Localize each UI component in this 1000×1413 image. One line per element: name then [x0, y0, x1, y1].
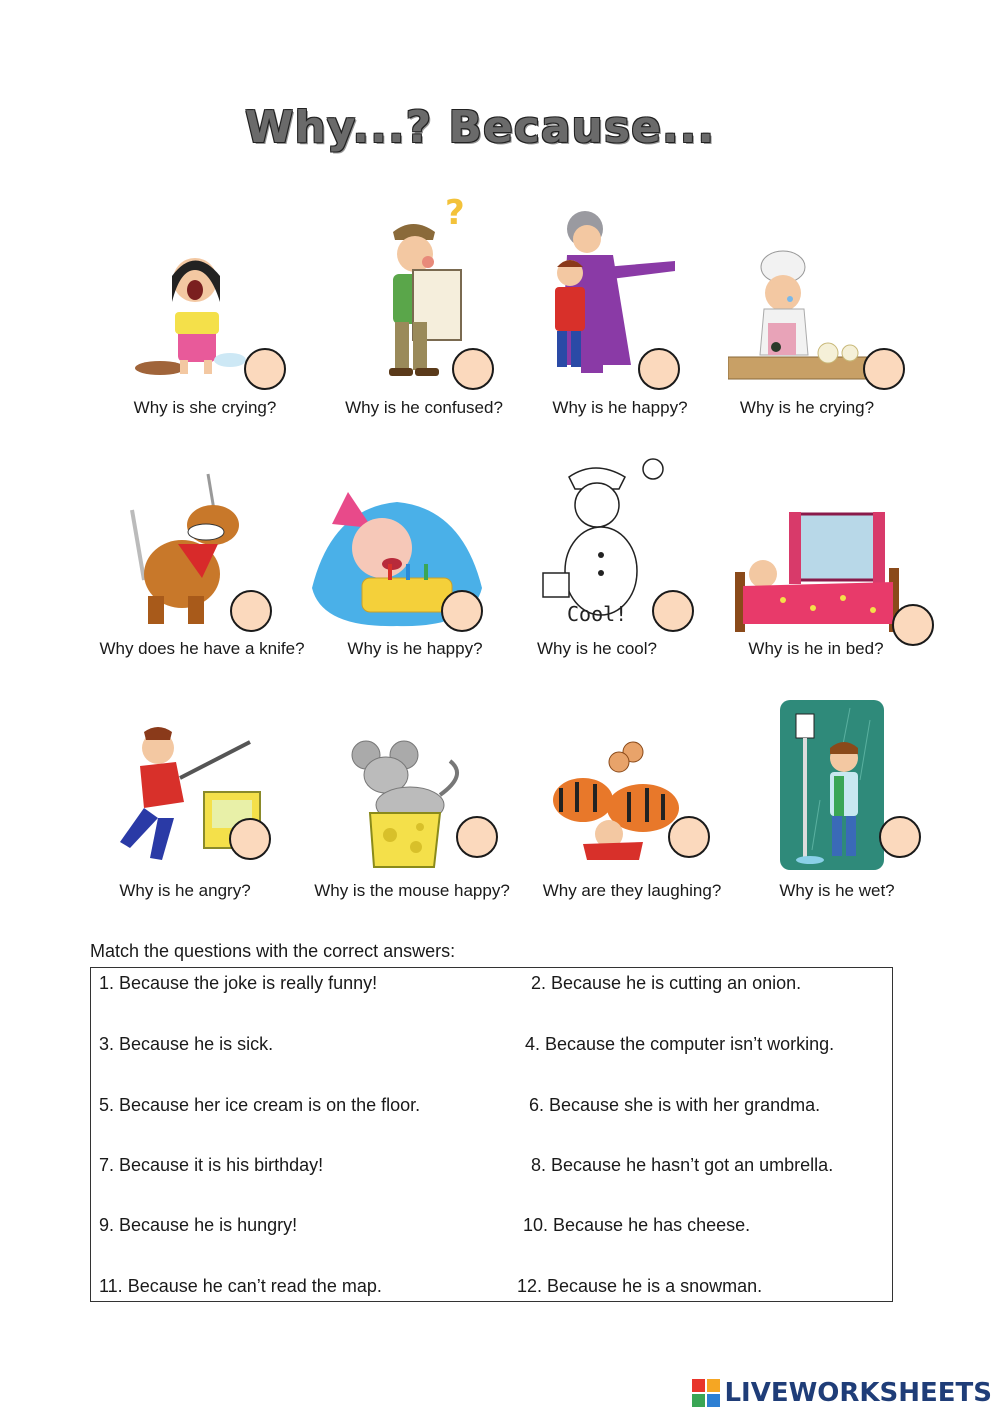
answer-drop-10[interactable]: [456, 816, 498, 858]
question-4: Why is he crying?: [739, 398, 875, 417]
picture-mouse-on-cheese: [340, 735, 470, 870]
question-8: Why is he in bed?: [748, 639, 884, 658]
answer-drop-5[interactable]: [230, 590, 272, 632]
answer-drop-4[interactable]: [863, 348, 905, 390]
logo-square-orange: [707, 1379, 720, 1392]
brand-text: LIVEWORKSHEETS: [724, 1378, 992, 1408]
question-5: Why does he have a knife?: [99, 639, 305, 658]
liveworksheets-logo-icon: [692, 1379, 720, 1407]
question-11: Why are they laughing?: [542, 881, 722, 900]
liveworksheets-brand: [692, 1376, 992, 1410]
question-6: Why is he happy?: [347, 639, 483, 658]
question-9: Why is he angry?: [119, 881, 251, 900]
answer-drop-9[interactable]: [229, 818, 271, 860]
answer-drop-12[interactable]: [879, 816, 921, 858]
logo-square-red: [692, 1379, 705, 1392]
answer-12: 12. Because he is a snowman.: [517, 1276, 763, 1296]
answer-5: 5. Because her ice cream is on the floor.: [99, 1095, 421, 1115]
instructions: Match the questions with the correct answers:: [90, 941, 456, 961]
snowman-cool-caption: Cool!: [567, 602, 628, 626]
question-12: Why is he wet?: [779, 881, 895, 900]
svg-text:?: ?: [445, 193, 465, 233]
question-7: Why is he cool?: [537, 639, 657, 658]
answer-11: 11. Because he can’t read the map.: [99, 1276, 382, 1296]
answer-6: 6. Because she is with her grandma.: [529, 1095, 821, 1115]
answer-drop-2[interactable]: [452, 348, 494, 390]
answer-drop-7[interactable]: [652, 590, 694, 632]
answer-3: 3. Because he is sick.: [99, 1034, 274, 1054]
question-1: Why is she crying?: [133, 398, 277, 417]
logo-square-blue: [707, 1394, 720, 1407]
answer-drop-6[interactable]: [441, 590, 483, 632]
picture-chef-cutting-onion: [728, 245, 868, 383]
question-3: Why is he happy?: [552, 398, 688, 417]
logo-square-green: [692, 1394, 705, 1407]
answer-drop-3[interactable]: [638, 348, 680, 390]
answer-drop-11[interactable]: [668, 816, 710, 858]
question-2: Why is he confused?: [345, 398, 503, 417]
answer-10: 10. Because he has cheese.: [523, 1215, 751, 1235]
picture-dog-with-knife: [118, 470, 248, 628]
answer-8: 8. Because he hasn’t got an umbrella.: [531, 1155, 834, 1175]
question-10: Why is the mouse happy?: [314, 881, 510, 900]
answer-2: 2. Because he is cutting an onion.: [531, 973, 802, 993]
answer-9: 9. Because he is hungry!: [99, 1215, 298, 1235]
answer-4: 4. Because the computer isn’t working.: [525, 1034, 835, 1054]
picture-boy-in-rain: [780, 700, 884, 870]
picture-boy-in-bed: [733, 512, 901, 634]
page-title: Why...? Because...: [244, 102, 716, 153]
answer-7: 7. Because it is his birthday!: [99, 1155, 324, 1175]
answers-box: [90, 967, 893, 1302]
answer-drop-1[interactable]: [244, 348, 286, 390]
answer-1: 1. Because the joke is really funny!: [99, 973, 378, 993]
